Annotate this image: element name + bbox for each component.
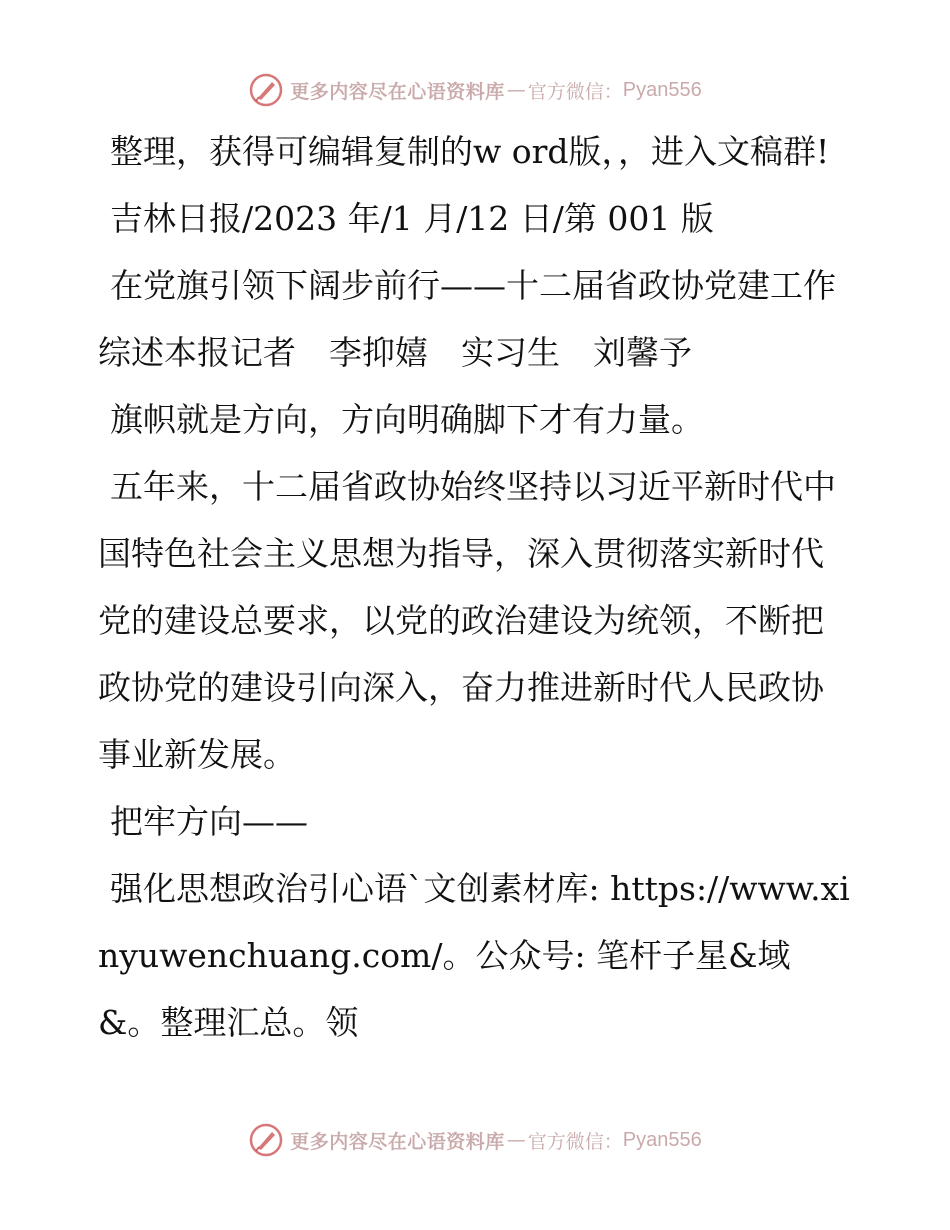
paragraph-body: 旗帜就是方向，方向明确脚下才有力量。: [110, 400, 704, 439]
watermark-wechat-label: 官方微信：: [527, 80, 623, 103]
watermark-wechat-label: 官方微信：: [527, 1130, 623, 1153]
quill-logo-icon: [248, 1122, 284, 1158]
quill-logo-icon: [248, 72, 284, 108]
paragraph-headline: 在党旗引领下阔步前行——十二届省政协党建工作综述本报记者 李抑嬉 实习生 刘馨予: [98, 266, 836, 372]
paragraph-body: 强化思想政治引心语`文创素材库: https://www.xinyuwenchuang.com/。公众号: 笔杆子星&域&。整理汇总。领: [98, 869, 850, 1042]
watermark-text: 更多内容尽在心语资料库: [290, 1130, 505, 1153]
document-body: [98, 118, 850, 1056]
watermark-separator: —: [506, 79, 526, 101]
watermark-text: 更多内容尽在心语资料库: [290, 80, 505, 103]
watermark-wechat-id: Pyan556: [622, 78, 702, 101]
paragraph-intro: 整理，获得可编辑复制的w ord版，，进入文稿群!: [110, 132, 830, 171]
paragraph-subheading: 把牢方向——: [110, 802, 308, 841]
header-watermark: [0, 68, 950, 112]
paragraph-source: 吉林日报/2023 年/1 月/12 日/第 001 版: [110, 199, 714, 238]
watermark-wechat-id: Pyan556: [622, 1128, 702, 1151]
watermark-separator: —: [506, 1129, 526, 1151]
footer-watermark: [0, 1118, 950, 1162]
paragraph-body: 五年来，十二届省政协始终坚持以习近平新时代中国特色社会主义思想为指导，深入贯彻落实新时代党的建设总要求，以党的政治建设为统领，不断把政协党的建设引向深入，奋力推进新时代人民政协事业新发展。: [98, 467, 836, 774]
